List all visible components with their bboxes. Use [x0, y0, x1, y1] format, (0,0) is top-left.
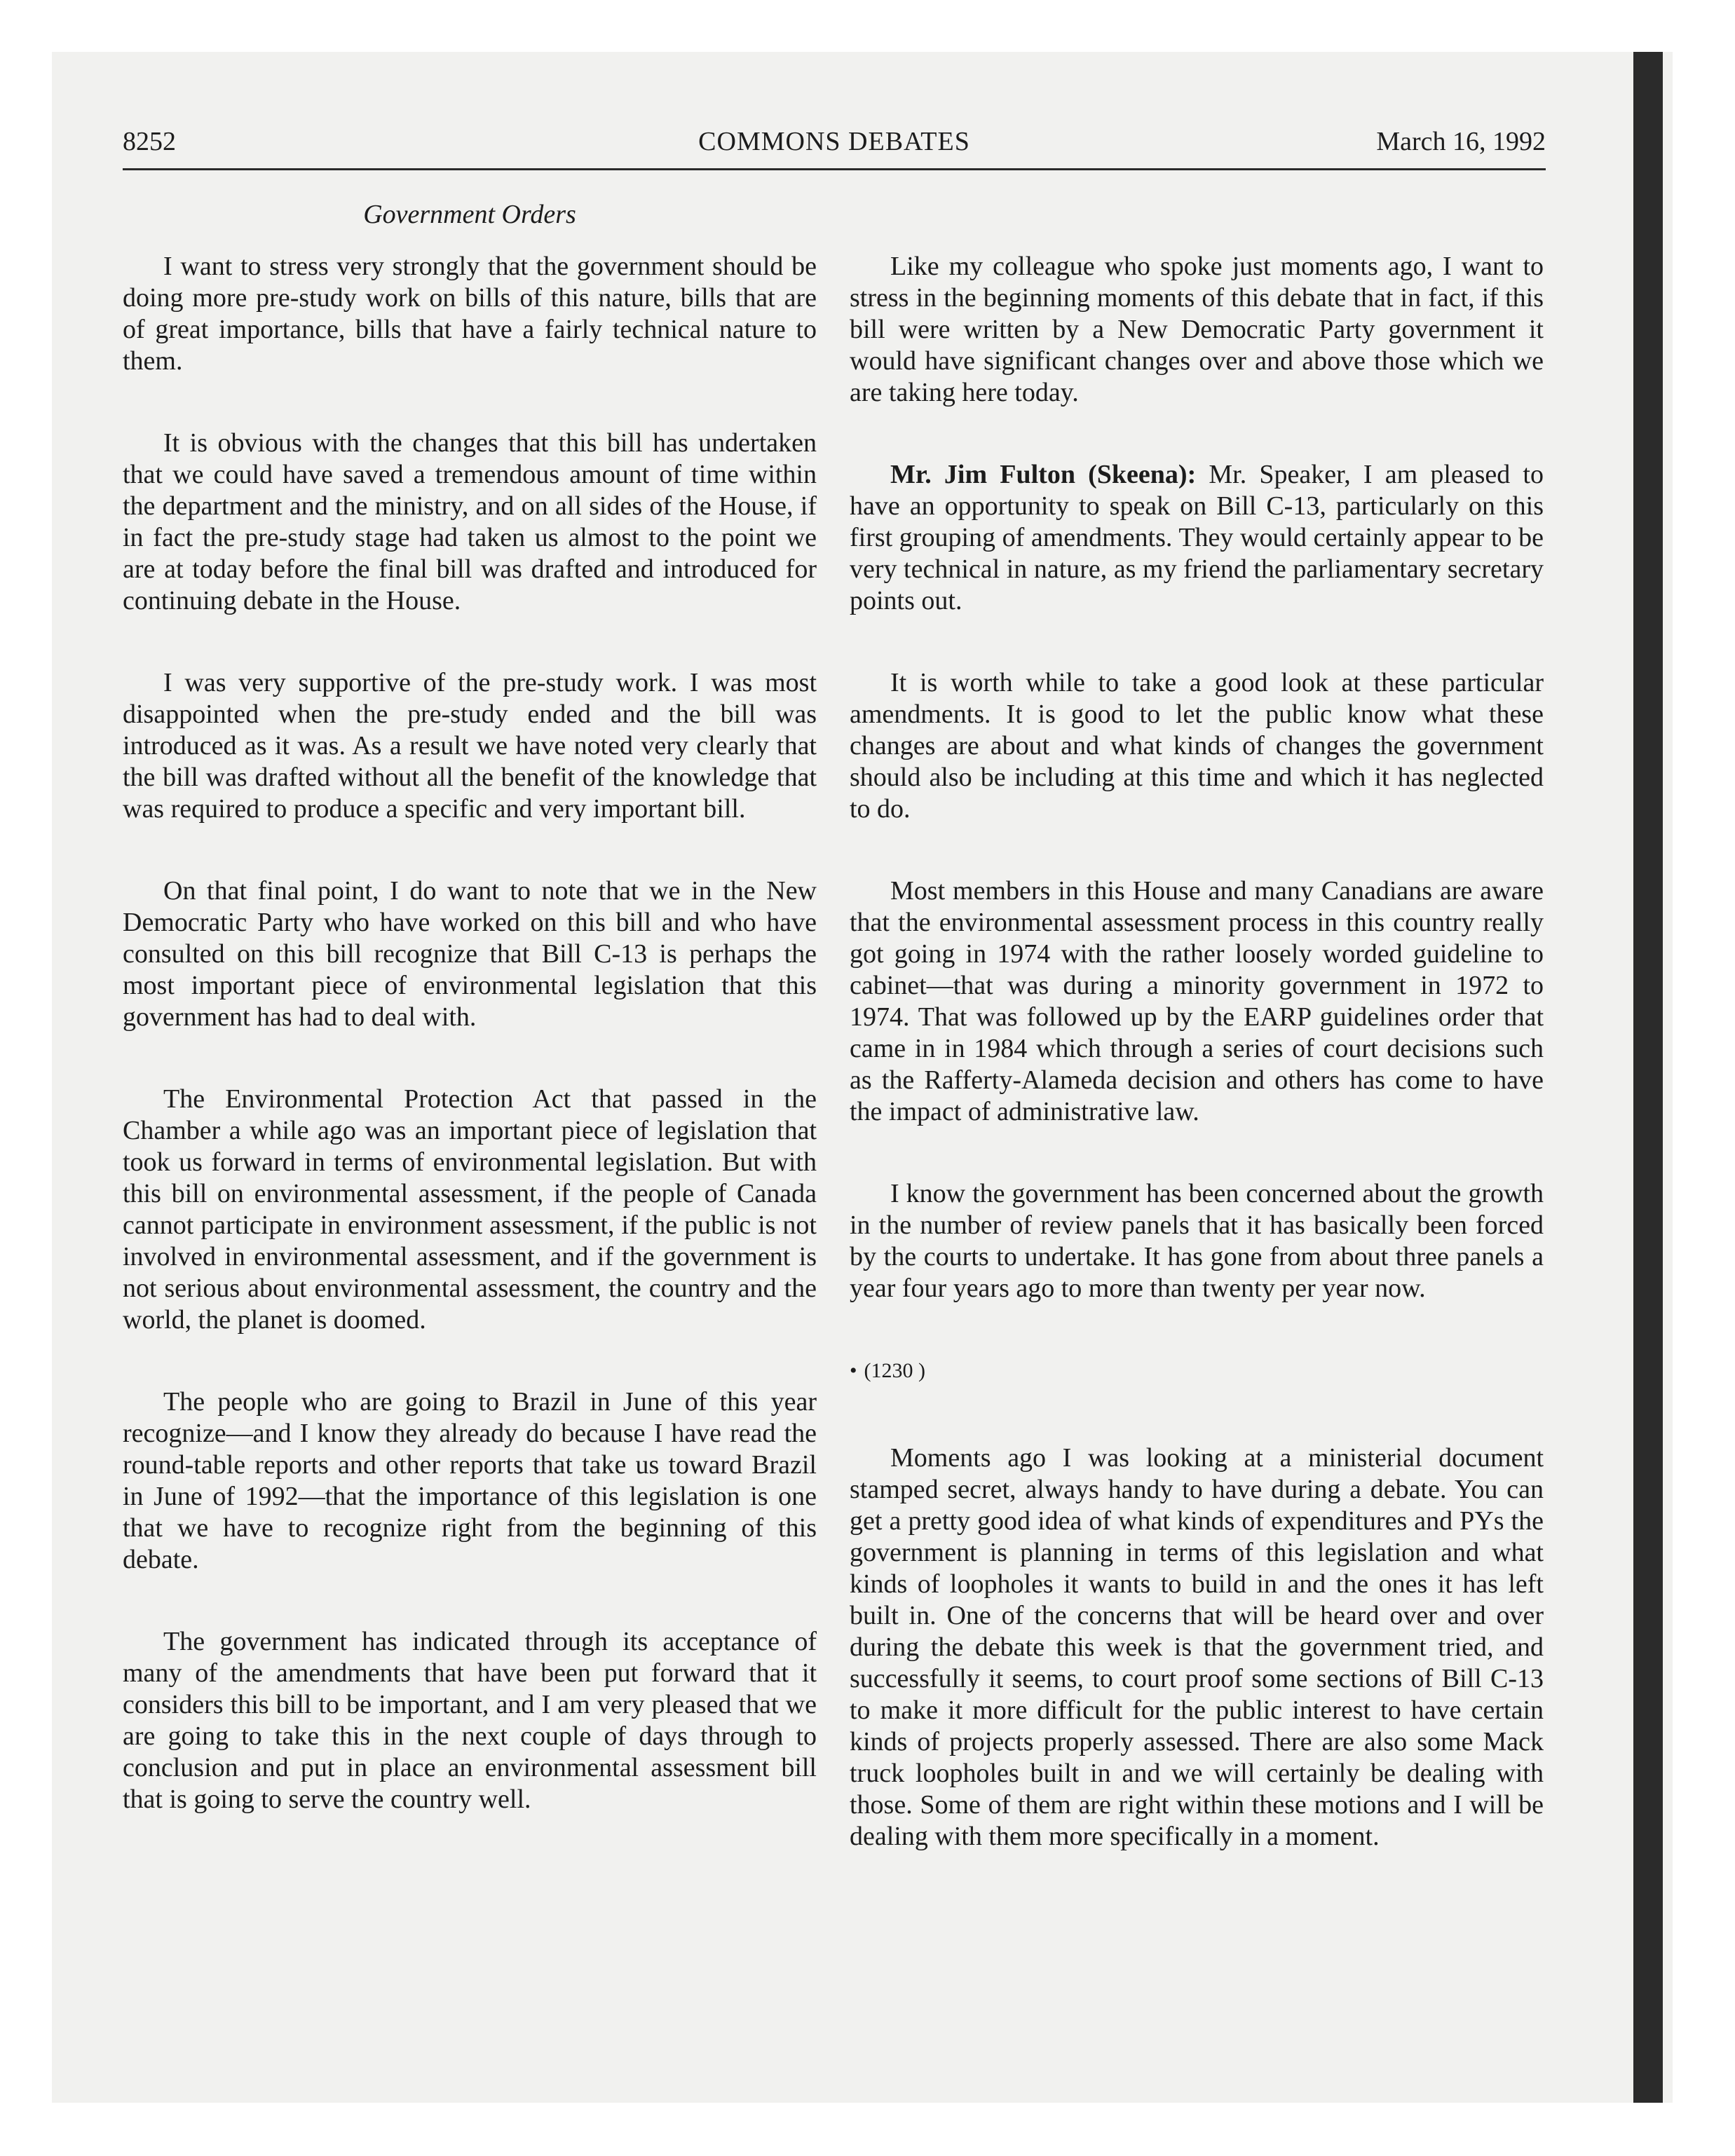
paragraph: The people who are going to Brazil in June of this year recognize—and I know they already do because I have read the round-table reports and other reports that take us toward Brazil in June of 1992—that the importance of this legislation is one that we have to recognize right from the beginning of this debate.: [123, 1387, 817, 1574]
paragraph: I know the government has been concerned about the growth in the number of review panels that it has basically been forced by the courts to undertake. It has gone from about three panels a year four years ago to more than twenty per year now.: [850, 1179, 1544, 1303]
time-marker: [850, 1355, 1544, 1386]
section-title: Government Orders: [363, 200, 576, 229]
paragraph: Like my colleague who spoke just moments ago, I want to stress in the beginning moments of this debate that in fact, if this bill were written by a New Democratic Party government it would have significant changes over and above those which we are taking here today.: [850, 252, 1544, 407]
paragraph: The Environmental Protection Act that passed in the Chamber a while ago was an important piece of legislation that took us forward in terms of environmental legislation. But with this bill on environmental assessment, if the people of Canada cannot participate in environment assessment, if the public is not involved in environmental assessment, and if the government is not serious about environmental assessment, the country and the world, the planet is doomed.: [123, 1084, 817, 1335]
paragraph: Most members in this House and many Canadians are aware that the environmental assessment process in this country really got going in 1974 with the rather loosely worded guideline to cabinet—that was during a minority government in 1972 to 1974. That was followed up by the EARP guidelines order that came in in 1984 which through a series of court decisions such as the Rafferty-Alameda decision and others has come to have the impact of administrative law.: [850, 876, 1544, 1126]
page-number: 8252: [123, 127, 176, 156]
paragraph: I want to stress very strongly that the government should be doing more pre-study work on bills of this nature, bills that are of great importance, bills that have a fairly technical nature to them.: [123, 252, 817, 376]
right-column: [850, 251, 1544, 1903]
bullet-icon: •: [850, 1359, 857, 1382]
page-header: [123, 126, 1546, 170]
paragraph: I was very supportive of the pre-study work. I was most disappointed when the pre-study ended and the bill was introduced as it was. As a result we have noted very clearly that the bill was drafted without all the benefit of the knowledge that was required to produce a specific and very important bill.: [123, 668, 817, 824]
publication-title: COMMONS DEBATES: [698, 127, 970, 156]
left-column: [123, 251, 817, 1866]
scan-edge-shadow: [1633, 52, 1663, 2103]
paragraph: It is worth while to take a good look at these particular amendments. It is good to let the public know what these changes are about and what kinds of changes the government should also be including at this time and which it has neglected to do.: [850, 668, 1544, 824]
speaker-name: Mr. Jim Fulton (Skeena):: [890, 460, 1197, 489]
time-marker-label: (1230 ): [864, 1359, 925, 1382]
paragraph: On that final point, I do want to note that we in the New Democratic Party who have worked on this bill and who have consulted on this bill recognize that Bill C-13 is perhaps the most important piece of environmental legislation that this government has had to deal with.: [123, 876, 817, 1032]
speech-paragraph: [850, 459, 1544, 617]
paragraph: The government has indicated through its acceptance of many of the amendments that have been put forward that it considers this bill to be important, and I am very pleased that we are going to take this in the next couple of days through to conclusion and put in place an environmental assessment bill that is going to serve the country well.: [123, 1627, 817, 1814]
paragraph: It is obvious with the changes that this bill has undertaken that we could have saved a tremendous amount of time within the department and the ministry, and on all sides of the House, if in fact the pre-study stage had taken us almost to the point we are at today before the final bill was drafted and introduced for continuing debate in the House.: [123, 428, 817, 615]
publication-date: March 16, 1992: [1376, 127, 1546, 156]
speech-text: Mr. Speaker, I am pleased to have an opportunity to speak on Bill C-13, particularly on this first grouping of amendments. They would certainly appear to be very technical in nature, as my friend the parliamentary secretary points out.: [850, 460, 1544, 615]
paragraph: Moments ago I was looking at a ministerial document stamped secret, always handy to have during a debate. You can get a pretty good idea of what kinds of expenditures and PYs the government is planning in terms of this legislation and what kinds of loopholes it wants to build in and the ones it has left built in. One of the concerns that will be heard over and over during the debate this week is that the government tried, and successfully it seems, to court proof some sections of Bill C-13 to make it more difficult for the public interest to have certain kinds of projects properly assessed. There are also some Mack truck loopholes built in and we will certainly be dealing with those. Some of them are right within these motions and I will be dealing with them more specifically in a moment.: [850, 1443, 1544, 1851]
